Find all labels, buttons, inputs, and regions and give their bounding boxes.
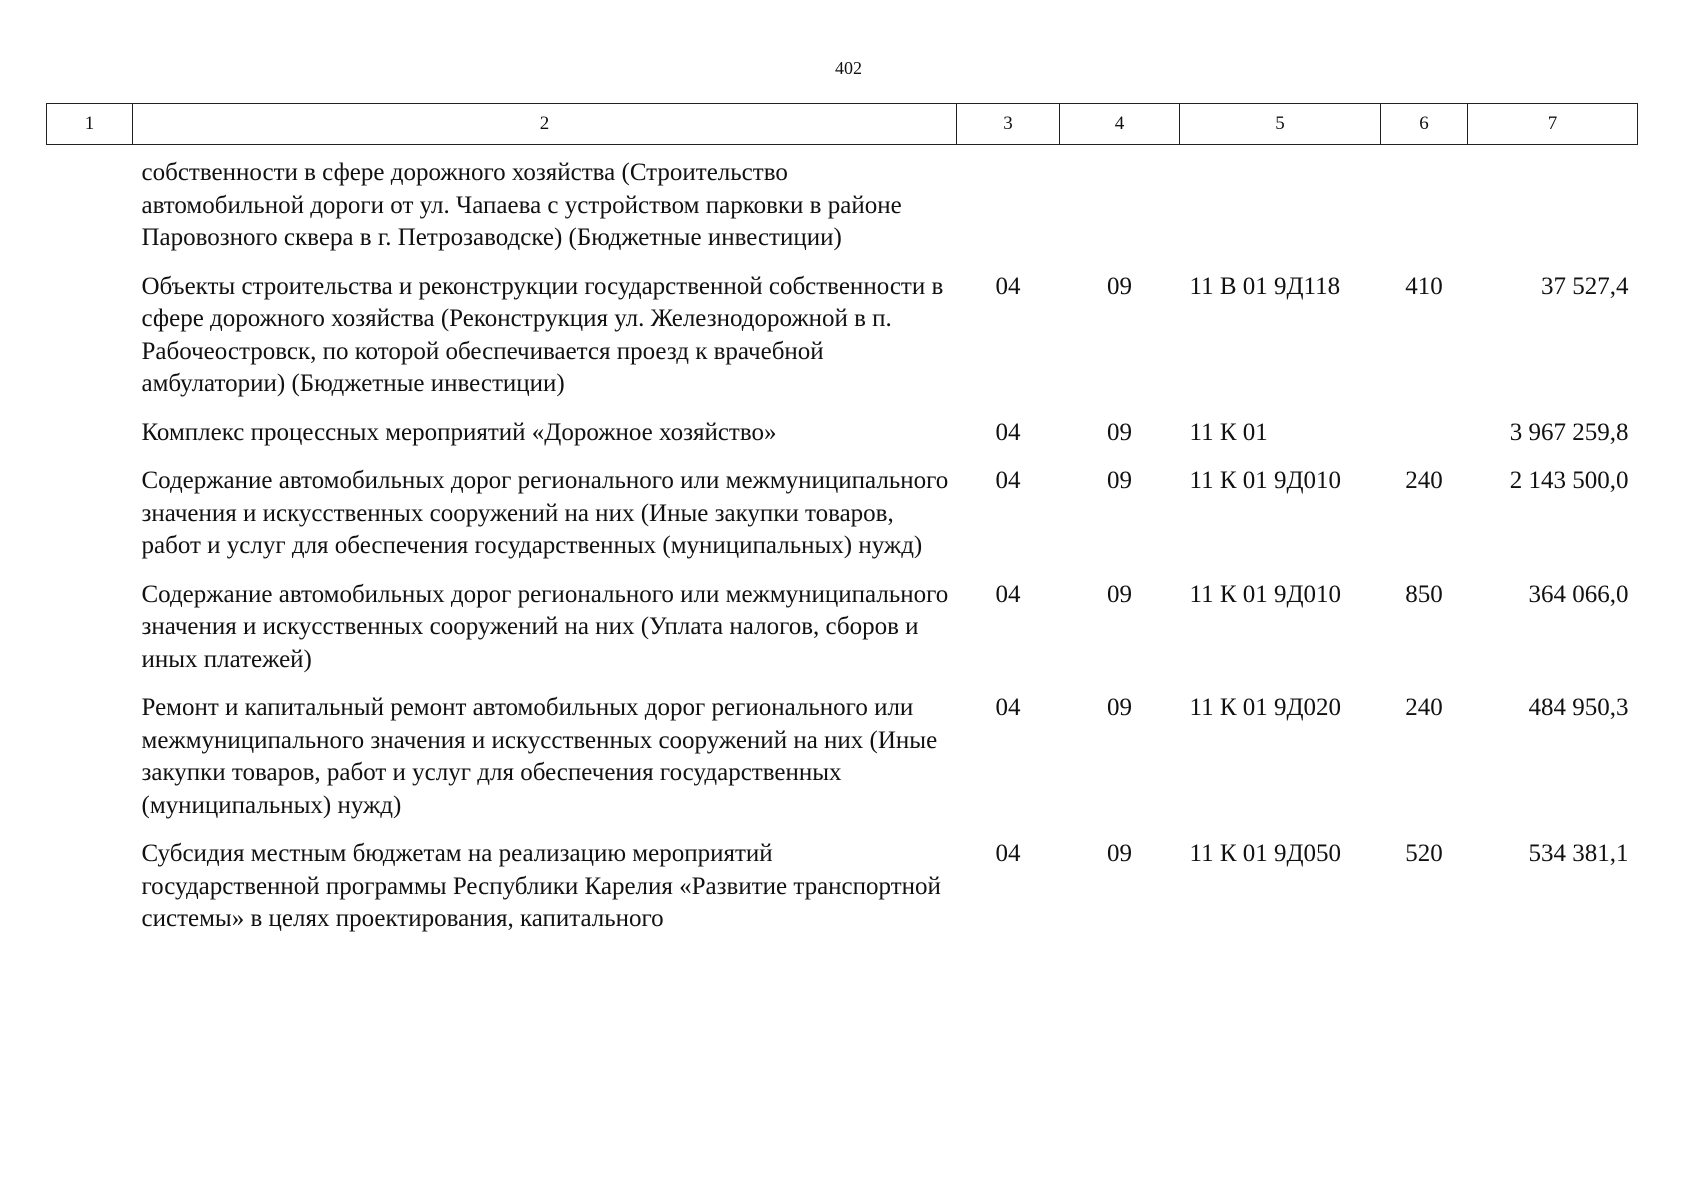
row-index-cell: [47, 692, 133, 838]
section-code: [957, 145, 1060, 271]
item-name: Субсидия местным бюджетам на реализацию мероприятий государственной программы Республики Карелия «Развитие транспортной системы» в целях проектирования, капитального: [141, 840, 941, 932]
amount: 484 950,3: [1528, 694, 1629, 721]
expense-type-code: 240: [1405, 467, 1443, 494]
table-row: [47, 271, 1638, 417]
subsection-code: 09: [1107, 840, 1132, 867]
target-article-code: 11 К 01 9Д020: [1189, 694, 1342, 721]
item-name: Содержание автомобильных дорог регионального или межмуниципального значения и искусственных сооружений на них (Уплата налогов, сборов и иных платежей): [141, 580, 949, 673]
table-row: [47, 838, 1638, 952]
expense-type-code: 520: [1405, 840, 1443, 867]
subsection-code: 09: [1107, 467, 1132, 494]
expense-type-code: 240: [1405, 694, 1443, 721]
amount: 534 381,1: [1528, 840, 1629, 867]
expense-type-code: [1381, 417, 1468, 466]
section-code: 04: [995, 272, 1021, 300]
target-article-code: 11 К 01 9Д050: [1189, 840, 1342, 867]
subsection-code: 09: [1107, 418, 1132, 446]
target-article-code: 11 К 01 9Д010: [1189, 467, 1342, 494]
table-row: [47, 692, 1638, 838]
subsection-code: 09: [1107, 580, 1132, 608]
page-number: 402: [835, 58, 862, 78]
amount: 37 527,4: [1541, 272, 1629, 300]
table-row: [47, 145, 1638, 271]
expense-type-code: 850: [1405, 580, 1443, 608]
item-name: Ремонт и капитальный ремонт автомобильных дорог регионального или межмуниципального значения и искусственных сооружений на них (Иные закупки товаров, работ и услуг для обеспечения государственных (муниципальных) нужд): [141, 694, 938, 819]
amount: 364 066,0: [1528, 580, 1629, 608]
amount: 2 143 500,0: [1509, 467, 1629, 494]
subsection-code: [1060, 145, 1180, 271]
row-index-cell: [47, 417, 133, 466]
target-article-code: 11 К 01: [1189, 418, 1268, 446]
section-code: 04: [995, 840, 1021, 867]
item-name: Содержание автомобильных дорог регионального или межмуниципального значения и искусственных сооружений на них (Иные закупки товаров, работ и услуг для обеспечения государственных (муниципальных) нужд): [141, 467, 949, 559]
subsection-code: 09: [1107, 694, 1132, 721]
target-article-code: 11 К 01 9Д010: [1189, 580, 1342, 608]
table-row: [47, 579, 1638, 693]
budget-table: [46, 103, 1638, 952]
expense-type-code: 410: [1405, 272, 1443, 300]
column-header: 4: [1060, 104, 1180, 145]
column-header: 6: [1381, 104, 1468, 145]
row-index-cell: [47, 145, 133, 271]
column-header: 2: [133, 104, 957, 145]
row-index-cell: [47, 271, 133, 417]
item-name: Объекты строительства и реконструкции государственной собственности в сфере дорожного хозяйства (Реконструкция ул. Железнодорожной в п. Рабочеостровск, по которой обеспечивается проезд к врачебной амбулатории) (Бюджетные инвестиции): [141, 272, 944, 397]
table-row: [47, 465, 1638, 579]
column-header: 1: [47, 104, 133, 145]
table-row: [47, 417, 1638, 466]
expense-type-code: [1381, 145, 1468, 271]
header-row: [47, 104, 1638, 145]
column-header: 7: [1468, 104, 1638, 145]
item-name: Комплекс процессных мероприятий «Дорожное хозяйство»: [141, 418, 777, 446]
section-code: 04: [995, 467, 1021, 494]
row-index-cell: [47, 838, 133, 952]
amount: 3 967 259,8: [1509, 418, 1629, 446]
target-article-code: 11 В 01 9Д118: [1189, 272, 1341, 300]
amount: [1468, 145, 1638, 271]
column-header: 3: [957, 104, 1060, 145]
row-index-cell: [47, 465, 133, 579]
section-code: 04: [995, 418, 1021, 446]
row-index-cell: [47, 579, 133, 693]
item-name: собственности в сфере дорожного хозяйства (Строительство автомобильной дороги от ул. Чапаева с устройством парковки в районе Паровозного сквера в г. Петрозаводске) (Бюджетные инвестиции): [141, 159, 902, 251]
section-code: 04: [995, 694, 1021, 721]
section-code: 04: [995, 580, 1021, 608]
column-header: 5: [1180, 104, 1381, 145]
subsection-code: 09: [1107, 272, 1132, 300]
target-article-code: [1180, 145, 1381, 271]
